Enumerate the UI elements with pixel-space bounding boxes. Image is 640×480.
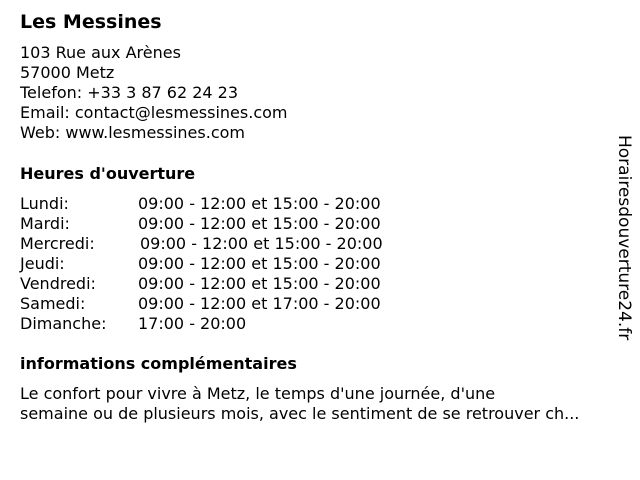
phone-number: Telefon: +33 3 87 62 24 23 — [20, 83, 239, 102]
time-range: 09:00 - 12:00 et 15:00 - 20:00 — [138, 254, 381, 273]
address-block — [20, 43, 288, 143]
hours-row — [20, 234, 440, 254]
time-range: 09:00 - 12:00 et 15:00 - 20:00 — [138, 214, 381, 233]
info-line: semaine ou de plusieurs mois, avec le sentiment de se retrouver ch... — [20, 404, 580, 423]
hours-heading: Heures d'ouverture — [20, 164, 196, 183]
business-title: Les Messines — [20, 11, 162, 33]
time-range: 09:00 - 12:00 et 15:00 - 20:00 — [138, 194, 381, 213]
hours-row — [20, 254, 440, 274]
day-label: Samedi: — [20, 294, 86, 313]
info-text — [20, 384, 630, 424]
hours-row — [20, 274, 440, 294]
time-range: 09:00 - 12:00 et 15:00 - 20:00 — [140, 234, 383, 253]
website: Web: www.lesmessines.com — [20, 123, 245, 142]
time-range: 17:00 - 20:00 — [138, 314, 247, 333]
day-label: Jeudi: — [20, 254, 65, 273]
day-label: Vendredi: — [20, 274, 96, 293]
hours-table — [20, 194, 440, 334]
hours-row — [20, 214, 440, 234]
email-address: Email: contact@lesmessines.com — [20, 103, 288, 122]
day-label: Mercredi: — [20, 234, 95, 253]
hours-row — [20, 314, 440, 334]
info-heading: informations complémentaires — [20, 354, 297, 373]
hours-row — [20, 294, 440, 314]
city-postcode: 57000 Metz — [20, 63, 115, 82]
info-line: Le confort pour vivre à Metz, le temps d'une journée, d'une — [20, 384, 496, 403]
time-range: 09:00 - 12:00 et 17:00 - 20:00 — [138, 294, 381, 313]
street-address: 103 Rue aux Arènes — [20, 43, 181, 62]
hours-row — [20, 194, 440, 214]
day-label: Mardi: — [20, 214, 70, 233]
day-label: Dimanche: — [20, 314, 107, 333]
day-label: Lundi: — [20, 194, 69, 213]
side-watermark: Horairesdouverture24.fr — [614, 135, 634, 341]
time-range: 09:00 - 12:00 et 15:00 - 20:00 — [138, 274, 381, 293]
